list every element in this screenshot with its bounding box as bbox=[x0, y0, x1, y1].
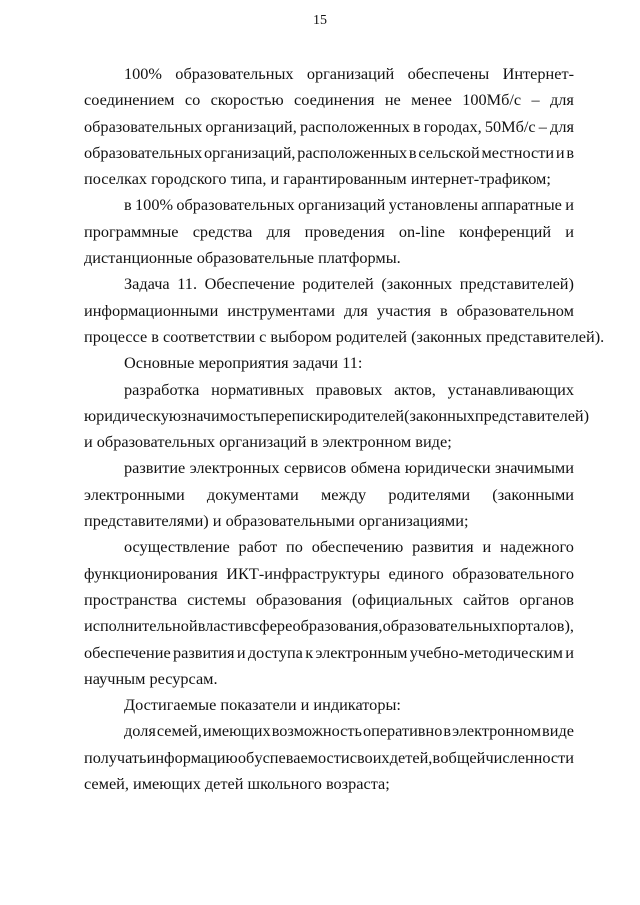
word: в bbox=[243, 616, 252, 636]
word: образовательных bbox=[176, 195, 295, 215]
word: значимыми bbox=[495, 458, 574, 478]
word: Интернет- bbox=[502, 64, 574, 83]
word: между bbox=[320, 484, 367, 504]
word: развитие bbox=[124, 458, 186, 478]
text-line bbox=[84, 140, 574, 166]
word: проведения bbox=[304, 221, 385, 241]
word: в bbox=[439, 300, 448, 320]
word: разработка bbox=[124, 379, 200, 399]
paragraph bbox=[84, 350, 574, 376]
word: родителями bbox=[388, 484, 471, 504]
text-line: Основные мероприятия задачи 11: bbox=[124, 353, 363, 373]
word: (официальных bbox=[351, 589, 453, 609]
text-line: поселках городского типа, и гарантированным интернет-трафиком; bbox=[84, 169, 551, 189]
word: аппаратные bbox=[481, 195, 562, 215]
word: не bbox=[384, 90, 401, 110]
word: образовательном bbox=[456, 300, 574, 320]
word: – bbox=[538, 116, 547, 136]
word: для bbox=[266, 221, 291, 241]
word: обеспечены bbox=[407, 64, 490, 83]
word: менее bbox=[411, 90, 452, 110]
word: скоростью bbox=[210, 90, 284, 110]
word: участия bbox=[376, 300, 431, 320]
text-line bbox=[84, 271, 574, 297]
text-line bbox=[84, 745, 574, 771]
word: on-line bbox=[398, 221, 445, 241]
paragraph bbox=[84, 718, 574, 797]
word: порталов), bbox=[501, 616, 574, 636]
word: переписки bbox=[260, 405, 333, 425]
word: исполнительной bbox=[84, 616, 198, 636]
word: образовательного bbox=[452, 563, 574, 583]
word: родителей bbox=[302, 274, 374, 294]
word: (законных bbox=[381, 274, 453, 294]
word: для bbox=[550, 116, 574, 136]
word: сельской bbox=[418, 142, 480, 162]
text-line bbox=[84, 455, 574, 481]
word: и bbox=[482, 537, 492, 557]
word: представителей) bbox=[474, 405, 590, 425]
word: в bbox=[124, 195, 132, 215]
word: образовательных bbox=[84, 116, 203, 136]
word: пространства bbox=[84, 589, 178, 609]
word: развития bbox=[412, 537, 474, 557]
word: надежного bbox=[499, 537, 574, 557]
word: имеющих bbox=[202, 721, 271, 741]
word: своих bbox=[349, 747, 390, 767]
word: расположенных bbox=[297, 142, 408, 162]
word: 100Мб/с bbox=[462, 90, 522, 110]
word: значимость bbox=[181, 405, 261, 425]
word: юридически bbox=[404, 458, 491, 478]
word: доля bbox=[124, 721, 156, 741]
paragraph bbox=[84, 192, 574, 271]
word: сфере bbox=[251, 616, 293, 636]
word: 11. bbox=[177, 274, 198, 294]
paragraph bbox=[84, 692, 574, 718]
paragraph bbox=[84, 61, 574, 192]
word: Задача bbox=[124, 274, 170, 294]
text-line bbox=[84, 61, 574, 87]
word: в bbox=[408, 142, 417, 162]
word: учебно-методическим bbox=[409, 642, 563, 662]
word: установлены bbox=[388, 195, 478, 215]
text-line bbox=[84, 298, 574, 324]
paragraph bbox=[84, 271, 605, 350]
word: организаций, bbox=[205, 116, 297, 136]
word: возможность bbox=[271, 721, 362, 741]
paragraph bbox=[84, 534, 574, 692]
word: информационными bbox=[84, 300, 219, 320]
word: родителей bbox=[332, 405, 405, 425]
word: 100% bbox=[124, 64, 162, 83]
text-line bbox=[84, 482, 574, 508]
word: Обеспечение bbox=[204, 274, 295, 294]
word: электронном bbox=[452, 721, 542, 741]
word: – bbox=[531, 90, 540, 110]
word: органов bbox=[519, 589, 574, 609]
text-line bbox=[84, 640, 574, 666]
word: со bbox=[184, 90, 201, 110]
word: и bbox=[565, 195, 574, 215]
text-line: представителями) и образовательными организациями; bbox=[84, 511, 469, 531]
word: единого bbox=[388, 563, 444, 583]
word: городах, bbox=[423, 116, 482, 136]
word: и bbox=[565, 221, 574, 241]
word: власти bbox=[197, 616, 244, 636]
text-line: научным ресурсам. bbox=[84, 668, 218, 688]
word: системы bbox=[187, 589, 246, 609]
word: в bbox=[432, 747, 441, 767]
text-line: процессе в соответствии с выбором родителей (законных представителей). bbox=[84, 326, 605, 346]
word: организаций bbox=[306, 64, 395, 83]
word: 100% bbox=[135, 195, 174, 215]
word: соединения bbox=[294, 90, 375, 110]
word: сайтов bbox=[463, 589, 510, 609]
word: электронных bbox=[189, 458, 280, 478]
word: (законных bbox=[404, 405, 475, 425]
word: доступа bbox=[247, 642, 303, 662]
text-line: и образовательных организаций в электронном виде; bbox=[84, 432, 452, 452]
text-line bbox=[84, 219, 574, 245]
word: и bbox=[555, 142, 565, 162]
word: правовых bbox=[315, 379, 383, 399]
word: развития bbox=[172, 642, 235, 662]
word: конференций bbox=[459, 221, 552, 241]
text-line: дистанционные образовательные платформы. bbox=[84, 248, 401, 268]
word: успеваемости bbox=[254, 747, 350, 767]
word: 50Мб/с bbox=[484, 116, 536, 136]
text-line bbox=[84, 87, 574, 113]
word: об bbox=[237, 747, 255, 767]
word: детей, bbox=[389, 747, 433, 767]
text-line bbox=[84, 403, 590, 429]
word: местности bbox=[481, 142, 555, 162]
word: работ bbox=[238, 537, 278, 557]
text-line bbox=[84, 192, 574, 218]
word: организаций bbox=[297, 195, 386, 215]
word: в bbox=[443, 721, 452, 741]
word: в bbox=[412, 116, 421, 136]
word: электронными bbox=[84, 484, 185, 504]
text-line bbox=[84, 534, 574, 560]
text-line bbox=[84, 377, 574, 403]
word: функционирования bbox=[84, 563, 218, 583]
word: общей bbox=[440, 747, 486, 767]
text-line bbox=[84, 718, 574, 744]
word: оперативно bbox=[362, 721, 443, 741]
word: информацию bbox=[146, 747, 238, 767]
word: образовательных bbox=[382, 616, 501, 636]
word: образовательных bbox=[175, 64, 294, 83]
word: инструментами bbox=[227, 300, 335, 320]
word: образования, bbox=[292, 616, 383, 636]
word: (законными bbox=[492, 484, 574, 504]
word: юридическую bbox=[84, 405, 182, 425]
word: средства bbox=[192, 221, 253, 241]
paragraph bbox=[84, 377, 590, 456]
word: для bbox=[549, 90, 574, 110]
text-line bbox=[84, 114, 574, 140]
word: семей, bbox=[156, 721, 202, 741]
word: образования bbox=[256, 589, 342, 609]
word: программные bbox=[84, 221, 179, 241]
word: виде bbox=[542, 721, 574, 741]
word: представителей) bbox=[459, 274, 574, 294]
word: для bbox=[343, 300, 368, 320]
word: документами bbox=[206, 484, 299, 504]
word: сервисов bbox=[284, 458, 347, 478]
page-number: 15 bbox=[313, 13, 327, 28]
word: образовательных bbox=[84, 142, 203, 162]
word: численности bbox=[485, 747, 574, 767]
paragraph bbox=[84, 455, 574, 534]
word: нормативных bbox=[211, 379, 305, 399]
document-body bbox=[84, 61, 605, 797]
text-line bbox=[84, 561, 574, 587]
word: обмена bbox=[350, 458, 401, 478]
word: устанавливающих bbox=[447, 379, 574, 399]
word: к bbox=[305, 642, 314, 662]
word: осуществление bbox=[124, 537, 230, 557]
word: актов, bbox=[394, 379, 436, 399]
word: расположенных bbox=[299, 116, 410, 136]
text-line bbox=[84, 587, 574, 613]
word: и bbox=[565, 642, 574, 662]
word: и bbox=[236, 642, 246, 662]
text-line: семей, имеющих детей школьного возраста; bbox=[84, 774, 390, 794]
word: обеспечению bbox=[311, 537, 404, 557]
word: по bbox=[286, 537, 303, 557]
word: в bbox=[566, 142, 574, 162]
word: организаций, bbox=[204, 142, 296, 162]
text-line bbox=[84, 613, 574, 639]
word: электронным bbox=[315, 642, 408, 662]
word: ИКТ-инфраструктуры bbox=[226, 563, 381, 583]
word: обеспечение bbox=[84, 642, 171, 662]
word: соединением bbox=[84, 90, 175, 110]
text-line: Достигаемые показатели и индикаторы: bbox=[124, 695, 401, 715]
word: получать bbox=[84, 747, 147, 767]
